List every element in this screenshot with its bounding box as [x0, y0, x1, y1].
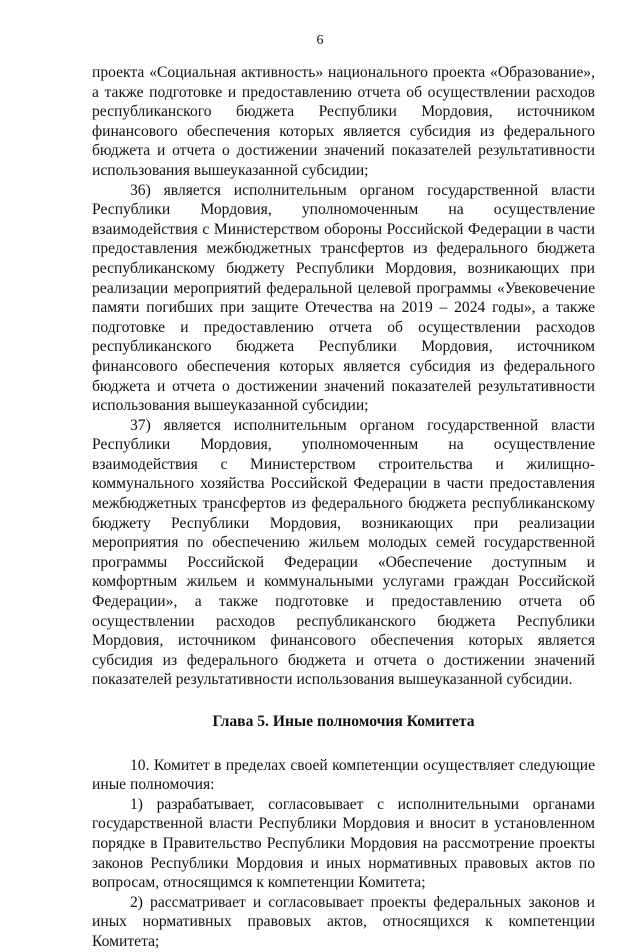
- paragraph-item-36: 36) является исполнительным органом государственной власти Республики Мордовия, уполномоченным на осуществление взаимодействия с Министерством обороны Российской Федерации в части предоставления межбюджетных трансфертов из федерального бюджета республиканскому бюджету Республики Мордовия, возникающих при реализации мероприятий федеральной целевой программы «Увековечение памяти погибших при защите Отечества на 2019 – 2024 годы», а также подготовке и предоставлению отчета об осуществлении расходов республиканского бюджета Республики Мордовия, источником финансового обеспечения которых является субсидия из федерального бюджета и отчета о достижении значений показателей результативности использования вышеуказанной субсидии;: [92, 181, 595, 415]
- paragraph-item-10-2: 2) рассматривает и согласовывает проекты федеральных законов и иных нормативных правовых актов, относящихся к компетенции Комитета;: [92, 893, 595, 950]
- page-number: 6: [316, 33, 324, 48]
- paragraph-continuation: проекта «Социальная активность» национального проекта «Образование», а также подготовке и предоставлению отчета об осуществлении расходов республиканского бюджета Республики Мордовия, источником финансового обеспечения которых является субсидия из федерального бюджета и отчета о достижении значений показателей результативности использования вышеуказанной субсидии;: [92, 64, 595, 179]
- chapter-title: Глава 5. Иные полномочия Комитета: [212, 713, 475, 730]
- paragraph-item-10-1: 1) разрабатывает, согласовывает с исполнительными органами государственной власти Республики Мордовия и вносит в установленном порядке в Правительство Республики Мордовия на рассмотрение проекты законов Республики Мордовия и иных нормативных правовых актов по вопросам, относящимся к компетенции Комитета;: [92, 795, 595, 892]
- document-body: [92, 63, 595, 952]
- paragraph-section-10: 10. Комитет в пределах своей компетенции осуществляет следующие иные полномочия:: [92, 756, 595, 794]
- paragraph-item-37: 37) является исполнительным органом государственной власти Республики Мордовия, уполномоченным на осуществление взаимодействия с Министерством строительства и жилищно-коммунального хозяйства Российской Федерации в части предоставления межбюджетных трансфертов из федерального бюджета республиканскому бюджету Республики Мордовия, возникающих при реализации мероприятия по обеспечению жильем молодых семей государственной программы Российской Федерации «Обеспечение доступным и комфортным жильем и коммунальными услугами граждан Российской Федерации», а также подготовке и предоставлению отчета об осуществлении расходов республиканского бюджета Республики Мордовия, источником финансового обеспечения которых является субсидия из федерального бюджета и отчета о достижении значений показателей результативности использования вышеуказанной субсидии.: [92, 416, 595, 689]
